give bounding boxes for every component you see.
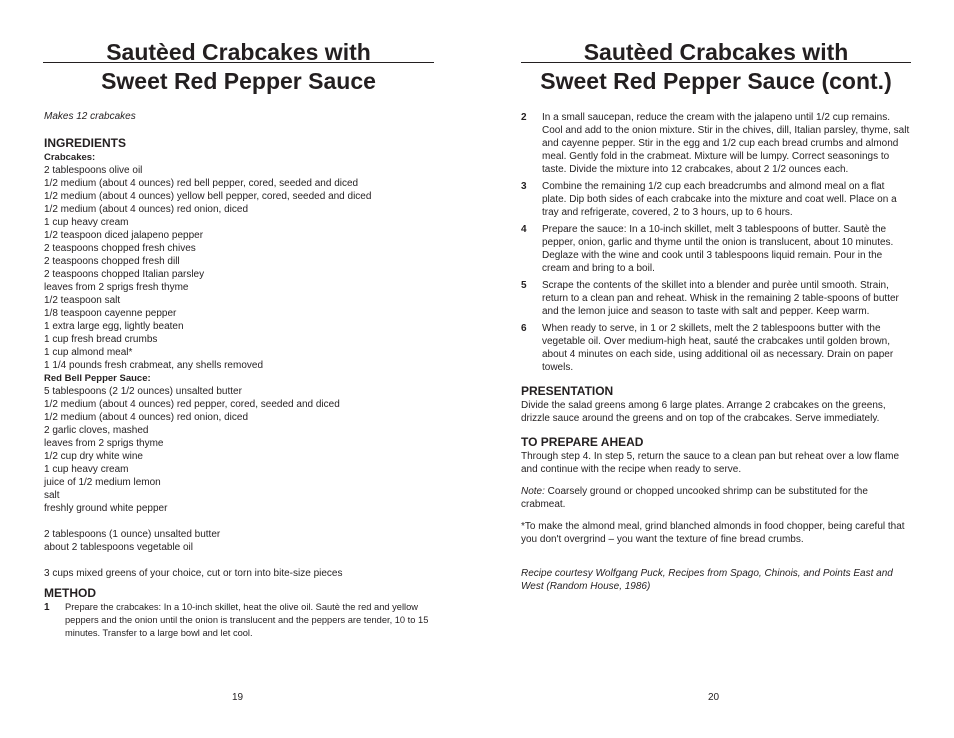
step-text: Combine the remaining 1/2 cup each breadcrumbs and almond meal on a flat plate. Dip both sides of each crabcake into the mixture and coat well. Place on a tray and refrigerate, covered, 2 to 3 hours, up to 6 hours. <box>542 181 897 218</box>
step-number: 3 <box>521 181 527 192</box>
step-number: 6 <box>521 323 527 334</box>
step-number: 5 <box>521 280 527 291</box>
ingredient-item: 2 tablespoons (1 ounce) unsalted butter <box>44 529 221 540</box>
note-paragraph <box>521 485 911 511</box>
ingredient-item: 2 tablespoons olive oil <box>44 165 143 176</box>
makes-yield: Makes 12 crabcakes <box>44 111 136 122</box>
step-text: Prepare the crabcakes: In a 10-inch skillet, heat the olive oil. Sautè the red and yellow peppers and the onion until the onion is translucent and the peppers are tender, 10 to 15 minutes. Transfer to a large bowl and let cool. <box>65 602 429 638</box>
left-title-line-2: Sweet Red Pepper Sauce <box>101 68 376 94</box>
method-step-4 <box>521 223 911 275</box>
ingredient-item: 1/2 cup dry white wine <box>44 451 143 462</box>
method-step-3 <box>521 180 911 219</box>
method-step-6 <box>521 322 911 374</box>
ingredient-item: 2 teaspoons chopped Italian parsley <box>44 269 205 280</box>
sauce-ingredient-list <box>44 385 436 515</box>
note-text: Coarsely ground or chopped uncooked shrimp can be substituted for the crabmeat. <box>521 486 868 510</box>
recipe-credit: Recipe courtesy Wolfgang Puck, Recipes from Spago, Chinois, and Points East and West (Random House, 1986) <box>521 568 893 592</box>
step-number: 1 <box>44 602 50 613</box>
note-label: Note: <box>521 486 545 497</box>
crabcakes-ingredient-list <box>44 164 436 372</box>
crabcakes-subheading: Crabcakes: <box>44 152 96 163</box>
ingredient-item: leaves from 2 sprigs fresh thyme <box>44 282 189 293</box>
left-title-rule <box>43 62 434 63</box>
presentation-heading: PRESENTATION <box>521 384 614 398</box>
step-text: Prepare the sauce: In a 10-inch skillet, melt 3 tablespoons of butter. Sautè the pepper, onion, garlic and thyme until the onion is translucent, about 10 minutes. Deglaze with the wine and cook until 3 tablespoons liquid remain. Pour in the cream and bring to a boil. <box>542 224 894 274</box>
prepare-ahead-heading: TO PREPARE AHEAD <box>521 435 644 449</box>
ingredient-item: 1 cup fresh bread crumbs <box>44 334 158 345</box>
sauce-subheading: Red Bell Pepper Sauce: <box>44 373 151 384</box>
ingredient-item: 1/2 medium (about 4 ounces) yellow bell pepper, cored, seeded and diced <box>44 191 372 202</box>
ingredient-item: 1 extra large egg, lightly beaten <box>44 321 184 332</box>
extra-ingredient-list <box>44 528 436 554</box>
method-heading: METHOD <box>44 586 96 600</box>
ingredient-item: 1/2 medium (about 4 ounces) red onion, diced <box>44 204 249 215</box>
step-text: In a small saucepan, reduce the cream with the jalapeno until 1/2 cup remains. Cool and add to the onion mixture. Stir in the chives, dill, Italian parsley, thyme, salt and cayenne pepper. Stir in the egg and 1/2 cup each bread crumbs and almond meal. Gently fold in the crabmeat. Mixture will be lumpy. Correct seasonings to taste. Divide the mixture into 12 crabcakes, about 2 1/2 ounces each. <box>542 112 910 175</box>
prepare-ahead-text: Through step 4. In step 5, return the sauce to a clean pan but reheat over a low flame and continue with the recipe when ready to serve. <box>521 451 900 475</box>
right-page-number: 20 <box>708 692 720 703</box>
right-page <box>477 0 954 738</box>
method-step-5 <box>521 279 911 318</box>
right-content <box>521 111 911 593</box>
ingredient-item: 2 teaspoons chopped fresh chives <box>44 243 196 254</box>
step-text: When ready to serve, in 1 or 2 skillets, melt the 2 tablespoons butter with the vegetable oil. Over medium-high heat, sauté the crabcakes until golden brown, about 4 minutes on each side, using additional oil as necessary. Drain on paper towels. <box>542 323 894 373</box>
left-content <box>44 110 436 640</box>
left-title-line-1: Sautèed Crabcakes with <box>106 39 371 65</box>
right-title-rule <box>521 62 911 63</box>
right-title-line-1: Sautèed Crabcakes with <box>583 39 849 65</box>
ingredient-item: 1/2 medium (about 4 ounces) red bell pepper, cored, seeded and diced <box>44 178 359 189</box>
ingredient-item: juice of 1/2 medium lemon <box>44 477 161 488</box>
method-step-1 <box>44 601 436 640</box>
ingredient-item: 1 cup heavy cream <box>44 464 129 475</box>
ingredient-item: 1/2 medium (about 4 ounces) red pepper, cored, seeded and diced <box>44 399 340 410</box>
left-page-number: 19 <box>232 692 244 703</box>
right-title-line-2: Sweet Red Pepper Sauce (cont.) <box>540 68 892 94</box>
almond-meal-footnote: *To make the almond meal, grind blanched almonds in food chopper, being careful that you don't overgrind – you want the texture of fine bread crumbs. <box>521 521 905 545</box>
step-number: 2 <box>521 112 527 123</box>
ingredient-item: salt <box>44 490 60 501</box>
ingredient-item: 1 cup almond meal* <box>44 347 133 358</box>
ingredient-item: leaves from 2 sprigs thyme <box>44 438 164 449</box>
ingredient-item: 1/2 teaspoon salt <box>44 295 121 306</box>
ingredient-item: 5 tablespoons (2 1/2 ounces) unsalted butter <box>44 386 242 397</box>
ingredient-item: 2 teaspoons chopped fresh dill <box>44 256 180 267</box>
method-step-2 <box>521 111 911 176</box>
ingredient-item: 2 garlic cloves, mashed <box>44 425 149 436</box>
ingredients-heading: INGREDIENTS <box>44 136 127 150</box>
ingredient-item: 1 cup heavy cream <box>44 217 129 228</box>
ingredient-item: 1/2 medium (about 4 ounces) red onion, diced <box>44 412 249 423</box>
ingredient-item: 1/2 teaspoon diced jalapeno pepper <box>44 230 204 241</box>
right-page-title <box>521 38 911 96</box>
ingredient-item: 1 1/4 pounds fresh crabmeat, any shells removed <box>44 360 264 371</box>
left-page-title <box>43 38 434 96</box>
ingredient-item: 1/8 teaspoon cayenne pepper <box>44 308 177 319</box>
greens-ingredient: 3 cups mixed greens of your choice, cut or torn into bite-size pieces <box>44 568 343 579</box>
presentation-text: Divide the salad greens among 6 large plates. Arrange 2 crabcakes on the greens, drizzle sauce around the greens and on top of the crabcakes. Serve immediately. <box>521 400 886 424</box>
step-text: Scrape the contents of the skillet into a blender and purèe until smooth. Strain, return to a clean pan and reheat. Whisk in the remaining 2 table-spoons of butter and the lemon juice and season to taste with salt and pepper. Keep warm. <box>542 280 899 317</box>
step-number: 4 <box>521 224 527 235</box>
ingredient-item: freshly ground white pepper <box>44 503 168 514</box>
ingredient-item: about 2 tablespoons vegetable oil <box>44 542 194 553</box>
